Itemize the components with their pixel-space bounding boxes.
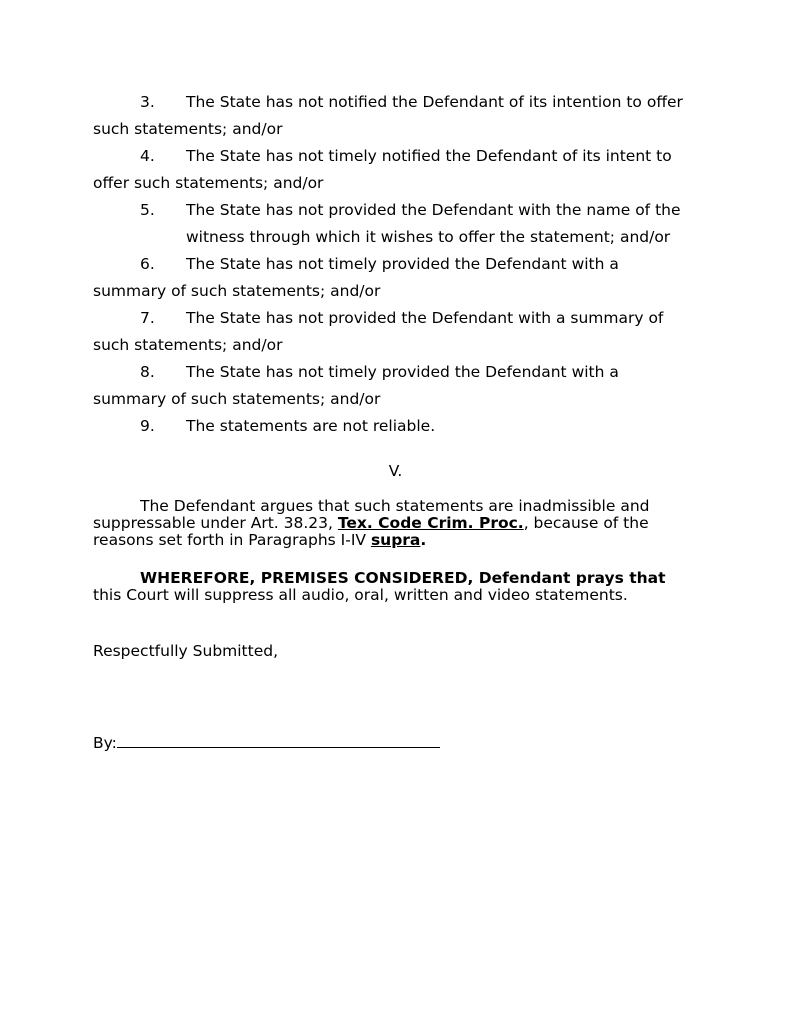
item-number: 5.	[140, 201, 155, 219]
statute-citation: Tex. Code Crim. Proc.	[337, 514, 524, 532]
argument-line-2	[93, 515, 693, 532]
item-text-continued: such statements; and/or	[93, 336, 283, 354]
argument-paragraph	[93, 498, 693, 549]
prayer-paragraph	[93, 570, 693, 604]
signature-label: By:	[93, 734, 117, 752]
item-text: The State has not provided the Defendant with a summary of	[186, 309, 664, 327]
argument-period: .	[420, 531, 427, 549]
argument-line-1: The Defendant argues that such statements are inadmissible and	[140, 497, 650, 515]
argument-line-3	[93, 532, 693, 549]
item-text: The State has not timely provided the Defendant with a	[186, 255, 619, 273]
item-number: 6.	[140, 255, 155, 273]
argument-text: suppressable under Art. 38.23,	[93, 514, 338, 532]
item-text-continued: summary of such statements; and/or	[93, 390, 381, 408]
section-heading: V.	[388, 462, 403, 480]
item-text-continued: offer such statements; and/or	[93, 174, 324, 192]
item-text-continued: such statements; and/or	[93, 120, 283, 138]
item-text-continued: summary of such statements; and/or	[93, 282, 381, 300]
prayer-heading: WHEREFORE, PREMISES CONSIDERED, Defendant prays that	[140, 569, 666, 587]
item-text: The State has not notified the Defendant of its intention to offer	[186, 93, 683, 111]
item-text-continued: witness through which it wishes to offer the statement; and/or	[186, 228, 671, 246]
signature-block	[93, 732, 440, 752]
prayer-text: this Court will suppress all audio, oral, written and video statements.	[93, 586, 628, 604]
argument-text: , because of the	[523, 514, 649, 532]
item-text: The statements are not reliable.	[186, 417, 436, 435]
item-number: 9.	[140, 417, 155, 435]
item-number: 8.	[140, 363, 155, 381]
item-text: The State has not timely notified the Defendant of its intent to	[186, 147, 672, 165]
signature-line	[117, 732, 440, 748]
closing-text: Respectfully Submitted,	[93, 642, 279, 660]
item-number: 7.	[140, 309, 155, 327]
item-number: 4.	[140, 147, 155, 165]
item-text: The State has not provided the Defendant with the name of the	[186, 201, 681, 219]
item-number: 3.	[140, 93, 155, 111]
argument-text: reasons set forth in Paragraphs I-IV	[93, 531, 371, 549]
supra-reference: supra	[370, 531, 421, 549]
item-text: The State has not timely provided the Defendant with a	[186, 363, 619, 381]
